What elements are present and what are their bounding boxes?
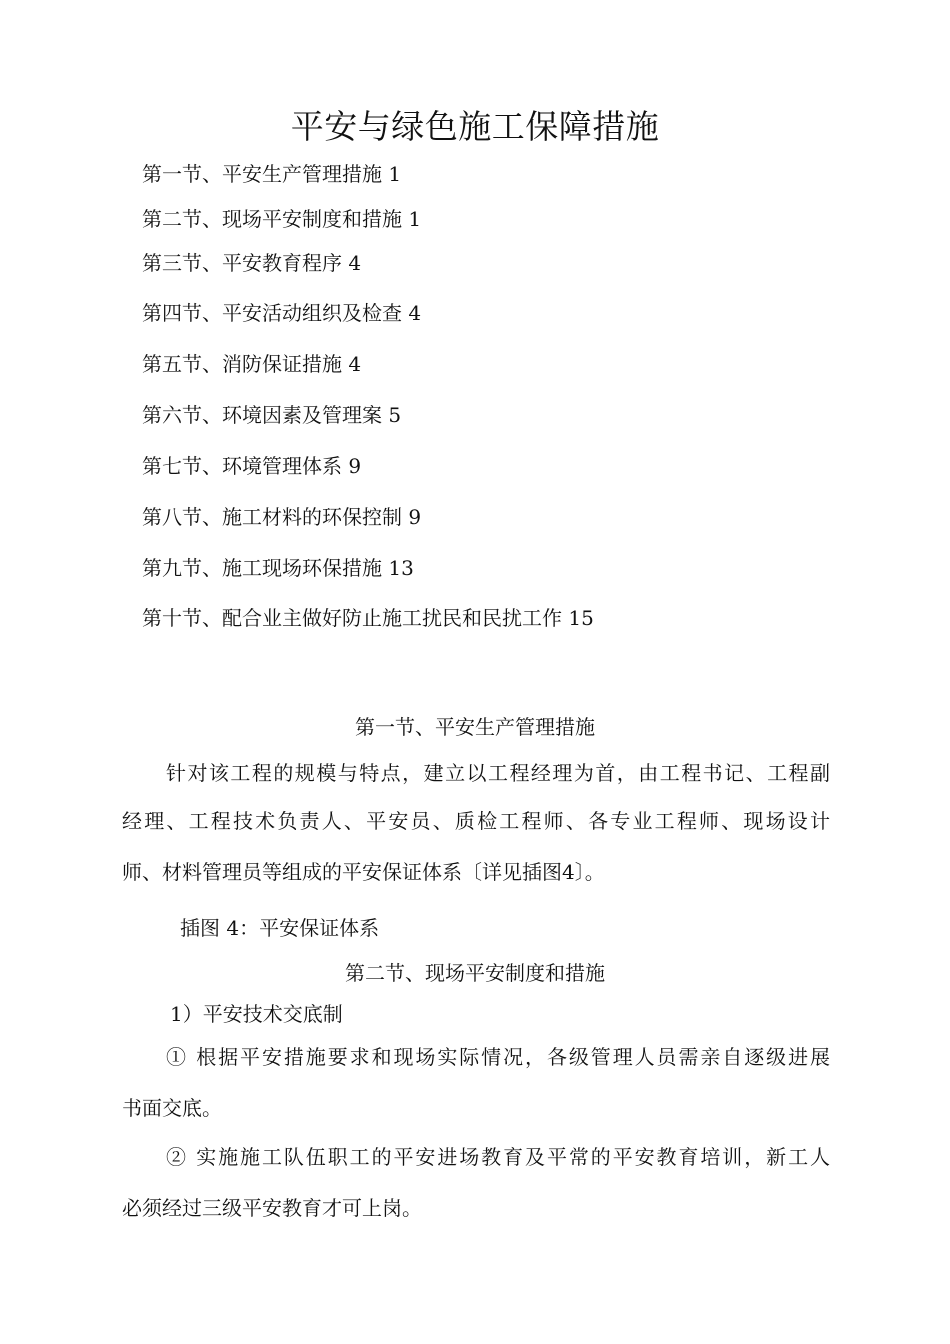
section1-heading: 第一节、平安生产管理措施 [355, 715, 595, 739]
paragraph-line: 经理、工程技术负责人、平安员、质检工程师、各专业工程师、现场设计 [122, 809, 830, 833]
item1-title: 1）平安技术交底制 [170, 1002, 343, 1026]
toc-entry-4[interactable]: 第四节、平安活动组织及检查 4 [142, 301, 422, 325]
toc-entry-7[interactable]: 第七节、环境管理体系 9 [142, 454, 362, 478]
toc-entry-6[interactable]: 第六节、环境因素及管理案 5 [142, 403, 402, 427]
paragraph-line: 师、材料管理员等组成的平安保证体系〔详见插图4〕。 [122, 860, 605, 884]
toc-entry-1[interactable]: 第一节、平安生产管理措施 1 [142, 162, 402, 186]
toc-entry-8[interactable]: 第八节、施工材料的环保控制 9 [142, 505, 422, 529]
paragraph-line: ② 实施施工队伍职工的平安进场教育及平常的平安教育培训，新工人 [166, 1145, 830, 1169]
paragraph-line: 必须经过三级平安教育才可上岗。 [122, 1196, 422, 1220]
figure-caption: 插图 4：平安保证体系 [180, 916, 380, 940]
section2-heading: 第二节、现场平安制度和措施 [345, 961, 605, 985]
toc-entry-9[interactable]: 第九节、施工现场环保措施 13 [142, 556, 414, 580]
toc-entry-10[interactable]: 第十节、配合业主做好防止施工扰民和民扰工作 15 [142, 606, 594, 630]
document-title: 平安与绿色施工保障措施 [290, 107, 660, 146]
toc-entry-2[interactable]: 第二节、现场平安制度和措施 1 [142, 207, 422, 231]
toc-entry-5[interactable]: 第五节、消防保证措施 4 [142, 352, 362, 376]
paragraph-line: 针对该工程的规模与特点，建立以工程经理为首，由工程书记、工程副 [166, 761, 830, 785]
paragraph-line: ① 根据平安措施要求和现场实际情况，各级管理人员需亲自逐级进展 [166, 1045, 830, 1069]
paragraph-line: 书面交底。 [122, 1096, 222, 1120]
toc-entry-3[interactable]: 第三节、平安教育程序 4 [142, 251, 362, 275]
